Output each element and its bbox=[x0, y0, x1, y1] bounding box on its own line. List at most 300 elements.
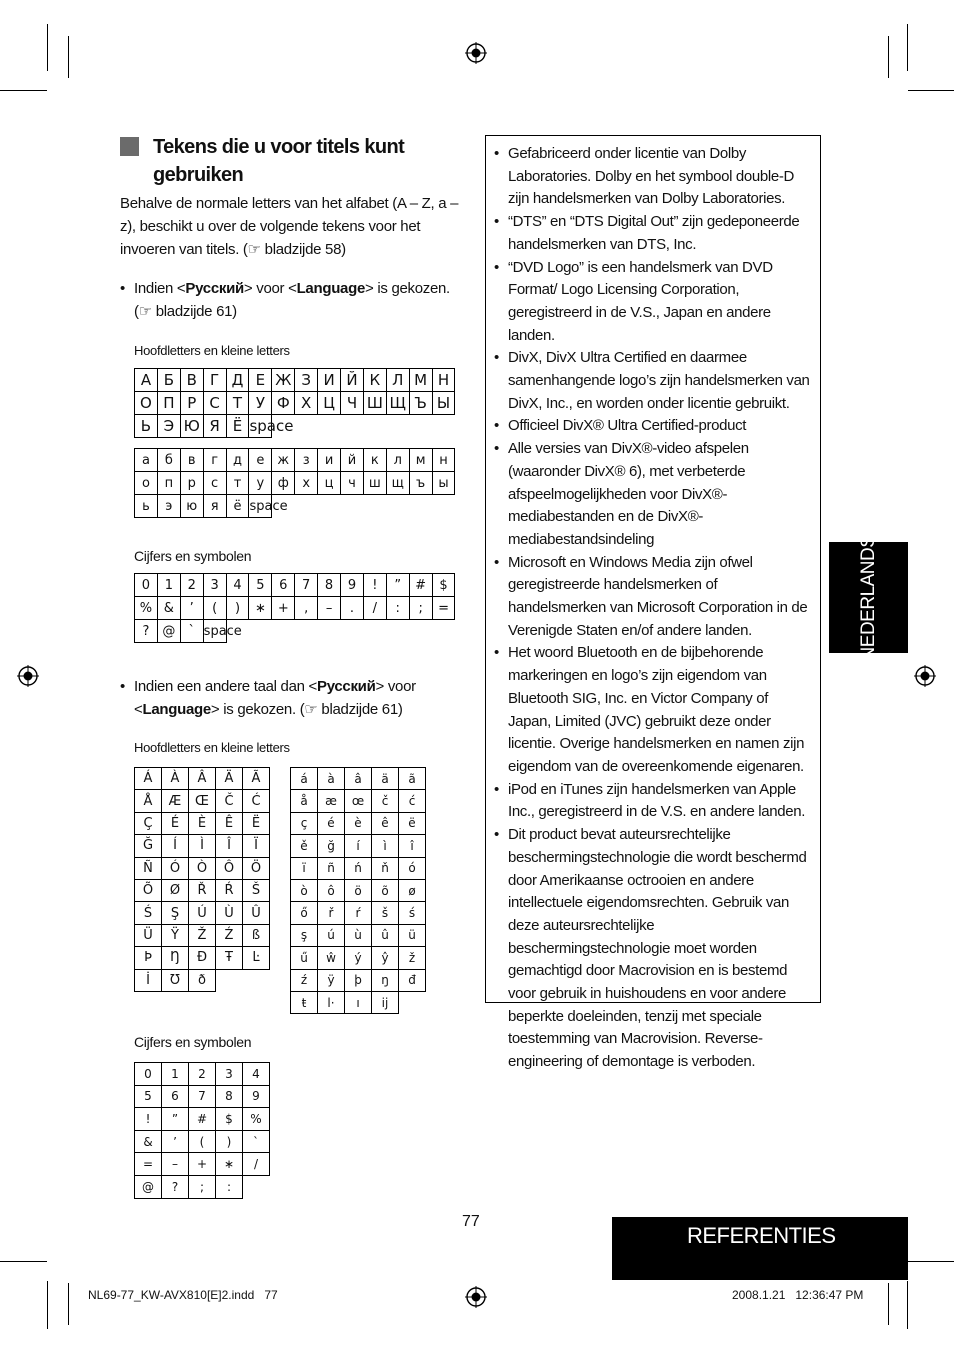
char-row bbox=[135, 790, 270, 812]
notice-item: • “DVD Logo” is een handelsmerk van DVD Format/ Logo Licensing Corporation, geregistreerd in de V.S., Japan en andere landen. bbox=[494, 257, 814, 348]
char-cell: ë bbox=[399, 812, 426, 834]
char-cell: т bbox=[226, 472, 249, 495]
char-cell: ŧ bbox=[291, 991, 318, 1013]
char-cell: 5 bbox=[135, 1085, 162, 1108]
char-cell: + bbox=[272, 597, 295, 620]
char-cell: Ś bbox=[135, 902, 162, 924]
char-cell: я bbox=[203, 495, 226, 518]
crop-mark bbox=[888, 36, 889, 78]
char-row bbox=[135, 1108, 270, 1131]
char-cell: / bbox=[363, 597, 386, 620]
caption-latin-letters: Hoofdletters en kleine letters bbox=[134, 740, 290, 755]
char-cell: À bbox=[162, 768, 189, 790]
char-cell: ŋ bbox=[372, 969, 399, 991]
char-cell: % bbox=[135, 597, 158, 620]
char-cell: Э bbox=[157, 415, 180, 438]
char-cell: ê bbox=[372, 812, 399, 834]
char-cell: Е bbox=[249, 369, 272, 392]
char-cell: Ć bbox=[243, 790, 270, 812]
char-cell: 1 bbox=[157, 574, 180, 597]
russian-symbols-table bbox=[134, 573, 455, 643]
char-cell: ô bbox=[318, 879, 345, 901]
empty-cell bbox=[295, 620, 318, 643]
char-cell: î bbox=[399, 835, 426, 857]
char-cell: в bbox=[180, 449, 203, 472]
char-cell: ь bbox=[135, 495, 158, 518]
char-cell: ш bbox=[363, 472, 386, 495]
notice-item: • DivX, DivX Ultra Certified en daarmee samenhangende logo’s zijn handelsmerken van DivX, Inc., en worden onder licentie gebruikt. bbox=[494, 347, 814, 415]
language-label: NEDERLANDS bbox=[857, 535, 879, 660]
page-number: 77 bbox=[462, 1213, 480, 1230]
char-cell: Х bbox=[295, 392, 318, 415]
char-cell: х bbox=[295, 472, 318, 495]
char-cell: ; bbox=[189, 1175, 216, 1198]
char-cell: и bbox=[318, 449, 341, 472]
crop-mark bbox=[68, 36, 69, 78]
char-cell: % bbox=[243, 1108, 270, 1131]
char-cell: Ô bbox=[216, 857, 243, 879]
space-cell: space bbox=[203, 620, 226, 643]
registration-mark-icon bbox=[914, 665, 936, 687]
char-row bbox=[135, 969, 270, 991]
char-cell: ∗ bbox=[249, 597, 272, 620]
char-cell: û bbox=[372, 924, 399, 946]
char-cell: Ю bbox=[180, 415, 203, 438]
empty-cell bbox=[318, 415, 341, 438]
char-row bbox=[135, 449, 455, 472]
char-cell: Й bbox=[341, 369, 364, 392]
char-cell: 6 bbox=[162, 1085, 189, 1108]
char-cell: : bbox=[216, 1175, 243, 1198]
char-cell: È bbox=[189, 812, 216, 834]
char-cell: 9 bbox=[243, 1085, 270, 1108]
char-row bbox=[135, 495, 455, 518]
char-cell: Ì bbox=[189, 835, 216, 857]
char-cell: ) bbox=[226, 597, 249, 620]
char-cell: Ы bbox=[432, 392, 455, 415]
char-cell: Ж bbox=[272, 369, 295, 392]
char-cell: ю bbox=[180, 495, 203, 518]
empty-cell bbox=[295, 495, 318, 518]
crop-mark bbox=[908, 90, 954, 91]
char-cell: # bbox=[189, 1108, 216, 1131]
char-cell: Á bbox=[135, 768, 162, 790]
char-cell: ś bbox=[399, 902, 426, 924]
char-cell: а bbox=[135, 449, 158, 472]
char-cell: ø bbox=[399, 879, 426, 901]
char-cell: ò bbox=[291, 879, 318, 901]
char-cell: é bbox=[318, 812, 345, 834]
char-cell: ğ bbox=[318, 835, 345, 857]
char-cell: Š bbox=[243, 879, 270, 901]
char-cell: 3 bbox=[216, 1063, 243, 1086]
char-cell: Ü bbox=[135, 924, 162, 946]
char-cell: Н bbox=[432, 369, 455, 392]
char-cell: ё bbox=[226, 495, 249, 518]
char-cell: ý bbox=[345, 947, 372, 969]
crop-mark bbox=[47, 1281, 48, 1329]
char-cell: В bbox=[180, 369, 203, 392]
char-cell: д bbox=[226, 449, 249, 472]
bullet-dot: • bbox=[120, 678, 125, 695]
char-cell: ` bbox=[243, 1130, 270, 1153]
char-cell: + bbox=[189, 1153, 216, 1176]
char-cell: à bbox=[318, 768, 345, 790]
char-cell: з bbox=[295, 449, 318, 472]
char-cell: Р bbox=[180, 392, 203, 415]
char-cell: к bbox=[363, 449, 386, 472]
char-cell: Т bbox=[226, 392, 249, 415]
empty-cell bbox=[295, 415, 318, 438]
char-cell: Ê bbox=[216, 812, 243, 834]
char-row bbox=[135, 472, 455, 495]
caption-latin-digits: Cijfers en symbolen bbox=[134, 1034, 252, 1050]
empty-cell bbox=[409, 495, 432, 518]
char-cell: ( bbox=[203, 597, 226, 620]
char-row bbox=[291, 790, 426, 812]
char-row bbox=[291, 969, 426, 991]
empty-cell bbox=[249, 620, 272, 643]
empty-cell bbox=[216, 969, 243, 991]
char-cell: ä bbox=[372, 768, 399, 790]
char-cell: Ŧ bbox=[216, 947, 243, 969]
char-cell: Ã bbox=[243, 768, 270, 790]
crop-mark bbox=[0, 1261, 47, 1262]
char-cell: ű bbox=[291, 947, 318, 969]
latin-lowercase-table bbox=[290, 767, 426, 1014]
char-cell: 8 bbox=[216, 1085, 243, 1108]
char-cell: ð bbox=[189, 969, 216, 991]
latin-uppercase-table bbox=[134, 767, 270, 992]
char-cell: # bbox=[409, 574, 432, 597]
section-label: REFERENTIES bbox=[687, 1223, 836, 1248]
char-cell: ñ bbox=[318, 857, 345, 879]
notice-item: • iPod en iTunes zijn handelsmerken van Apple Inc., geregistreerd in de V.S. en andere landen. bbox=[494, 779, 814, 824]
char-cell: 4 bbox=[226, 574, 249, 597]
char-cell: Ъ bbox=[409, 392, 432, 415]
char-cell: , bbox=[295, 597, 318, 620]
char-cell: – bbox=[162, 1153, 189, 1176]
char-cell: Ñ bbox=[135, 857, 162, 879]
char-cell: Ï bbox=[243, 835, 270, 857]
char-row bbox=[135, 902, 270, 924]
empty-cell bbox=[318, 495, 341, 518]
char-cell: э bbox=[157, 495, 180, 518]
char-cell: А bbox=[135, 369, 158, 392]
char-cell: м bbox=[409, 449, 432, 472]
char-cell: ŕ bbox=[345, 902, 372, 924]
caption-russian-digits: Cijfers en symbolen bbox=[134, 548, 252, 564]
char-row bbox=[135, 924, 270, 946]
char-cell: О bbox=[135, 392, 158, 415]
char-cell: / bbox=[243, 1153, 270, 1176]
char-cell: ń bbox=[345, 857, 372, 879]
char-cell: š bbox=[372, 902, 399, 924]
char-cell: ` bbox=[180, 620, 203, 643]
char-cell: 4 bbox=[243, 1063, 270, 1086]
char-cell: $ bbox=[432, 574, 455, 597]
char-cell: с bbox=[203, 472, 226, 495]
char-cell: 3 bbox=[203, 574, 226, 597]
char-cell: æ bbox=[318, 790, 345, 812]
char-cell: ň bbox=[372, 857, 399, 879]
char-row bbox=[135, 1153, 270, 1176]
char-cell: đ bbox=[399, 969, 426, 991]
char-cell: 2 bbox=[180, 574, 203, 597]
notice-item: • Officieel DivX® Ultra Certified-product bbox=[494, 415, 814, 438]
registration-mark-icon bbox=[465, 1286, 487, 1308]
russian-lowercase-table bbox=[134, 448, 455, 518]
char-row bbox=[135, 835, 270, 857]
char-cell: ı bbox=[345, 991, 372, 1013]
char-cell: ч bbox=[341, 472, 364, 495]
char-cell: è bbox=[345, 812, 372, 834]
empty-cell bbox=[386, 415, 409, 438]
char-cell: 8 bbox=[318, 574, 341, 597]
char-cell: : bbox=[386, 597, 409, 620]
char-row bbox=[135, 1130, 270, 1153]
char-cell: ù bbox=[345, 924, 372, 946]
footer-timestamp: 2008.1.21 12:36:47 PM bbox=[732, 1288, 864, 1302]
char-cell: ж bbox=[272, 449, 295, 472]
char-cell: ! bbox=[363, 574, 386, 597]
char-cell: Ь bbox=[135, 415, 158, 438]
char-cell: Ö bbox=[243, 857, 270, 879]
empty-cell bbox=[363, 415, 386, 438]
char-cell: ö bbox=[345, 879, 372, 901]
char-cell: œ bbox=[345, 790, 372, 812]
char-cell: б bbox=[157, 449, 180, 472]
crop-mark bbox=[0, 90, 47, 91]
russian-bullet-text: Indien <Русский> voor <Language> is gekozen. (☞ bladzijde 61) bbox=[134, 280, 450, 320]
empty-cell bbox=[386, 620, 409, 643]
char-cell: п bbox=[157, 472, 180, 495]
char-cell: Ʊ bbox=[162, 969, 189, 991]
char-cell: ï bbox=[291, 857, 318, 879]
char-cell: ć bbox=[399, 790, 426, 812]
char-cell: 0 bbox=[135, 1063, 162, 1086]
char-cell: Ÿ bbox=[162, 924, 189, 946]
char-cell: ő bbox=[291, 902, 318, 924]
empty-cell bbox=[318, 620, 341, 643]
char-cell: Ù bbox=[216, 902, 243, 924]
char-cell: @ bbox=[135, 1175, 162, 1198]
char-cell: Ë bbox=[243, 812, 270, 834]
char-cell: – bbox=[318, 597, 341, 620]
char-cell: = bbox=[135, 1153, 162, 1176]
char-cell: 0 bbox=[135, 574, 158, 597]
empty-cell bbox=[432, 415, 455, 438]
char-cell: Ó bbox=[162, 857, 189, 879]
empty-cell bbox=[386, 495, 409, 518]
char-cell: ř bbox=[318, 902, 345, 924]
char-cell: Г bbox=[203, 369, 226, 392]
char-cell: ß bbox=[243, 924, 270, 946]
char-row bbox=[291, 812, 426, 834]
char-row bbox=[135, 879, 270, 901]
char-cell: Ç bbox=[135, 812, 162, 834]
char-cell: ó bbox=[399, 857, 426, 879]
char-cell: $ bbox=[216, 1108, 243, 1131]
char-cell: Ш bbox=[363, 392, 386, 415]
char-cell: Û bbox=[243, 902, 270, 924]
char-cell: ∗ bbox=[216, 1153, 243, 1176]
char-cell: ” bbox=[386, 574, 409, 597]
char-cell: Æ bbox=[162, 790, 189, 812]
char-cell: К bbox=[363, 369, 386, 392]
trademark-notice-list bbox=[486, 136, 820, 1074]
char-cell: ì bbox=[372, 835, 399, 857]
char-cell: ÿ bbox=[318, 969, 345, 991]
char-row bbox=[135, 947, 270, 969]
page-title: Tekens die u voor titels kunt gebruiken bbox=[153, 136, 405, 186]
registration-mark-icon bbox=[17, 665, 39, 687]
char-row bbox=[135, 1063, 270, 1086]
char-cell: ž bbox=[399, 947, 426, 969]
char-cell: å bbox=[291, 790, 318, 812]
empty-cell bbox=[341, 415, 364, 438]
char-cell: ” bbox=[162, 1108, 189, 1131]
char-cell: Д bbox=[226, 369, 249, 392]
char-cell: Щ bbox=[386, 392, 409, 415]
char-cell: Â bbox=[189, 768, 216, 790]
char-cell: É bbox=[162, 812, 189, 834]
char-cell: 6 bbox=[272, 574, 295, 597]
char-row bbox=[135, 369, 455, 392]
empty-cell bbox=[272, 620, 295, 643]
notice-item: • Gefabriceerd onder licentie van Dolby Laboratories. Dolby en het symbool double-D zijn handelsmerken van Dolby Laboratories. bbox=[494, 143, 814, 211]
space-cell: space bbox=[249, 415, 272, 438]
char-cell: ç bbox=[291, 812, 318, 834]
char-cell: Å bbox=[135, 790, 162, 812]
char-cell: о bbox=[135, 472, 158, 495]
char-cell: Î bbox=[216, 835, 243, 857]
char-cell: Л bbox=[386, 369, 409, 392]
char-cell: Í bbox=[162, 835, 189, 857]
char-cell: М bbox=[409, 369, 432, 392]
char-cell: ы bbox=[432, 472, 455, 495]
char-cell: Б bbox=[157, 369, 180, 392]
char-row bbox=[135, 768, 270, 790]
russian-uppercase-table bbox=[134, 368, 455, 438]
crop-mark bbox=[908, 1261, 954, 1262]
char-cell: П bbox=[157, 392, 180, 415]
char-cell: Ú bbox=[189, 902, 216, 924]
char-cell: ě bbox=[291, 835, 318, 857]
char-cell: Ž bbox=[189, 924, 216, 946]
intro-paragraph: Behalve de normale letters van het alfabet (A – Z, a – z), beschikt u over de volgende tekens voor het invoeren van titels. (☞ bladzijde 58) bbox=[120, 195, 459, 258]
char-cell: Œ bbox=[189, 790, 216, 812]
char-cell: ź bbox=[291, 969, 318, 991]
char-cell: Ø bbox=[162, 879, 189, 901]
empty-cell bbox=[363, 620, 386, 643]
char-row bbox=[135, 812, 270, 834]
bullet-dot: • bbox=[120, 280, 125, 297]
char-cell: ; bbox=[409, 597, 432, 620]
char-cell: ) bbox=[216, 1130, 243, 1153]
char-cell: 5 bbox=[249, 574, 272, 597]
char-cell: õ bbox=[372, 879, 399, 901]
char-cell: Ŋ bbox=[162, 947, 189, 969]
notice-item: • Alle versies van DivX®-video afspelen (waaronder DivX® 6), met verbeterde afspeelmogelijkheden voor DivX®-mediabestanden en de DivX®-mediabestandsindeling bbox=[494, 438, 814, 552]
char-cell: 2 bbox=[189, 1063, 216, 1086]
char-cell: ъ bbox=[409, 472, 432, 495]
char-cell: Ц bbox=[318, 392, 341, 415]
char-cell: č bbox=[372, 790, 399, 812]
notice-item: • Microsoft en Windows Media zijn ofwel geregistreerde handelsmerken of handelsmerken van Microsoft Corporation in de Verenigde Staten en/of andere landen. bbox=[494, 552, 814, 643]
char-row bbox=[135, 1175, 270, 1198]
char-cell: = bbox=[432, 597, 455, 620]
char-row bbox=[291, 991, 426, 1013]
char-cell: г bbox=[203, 449, 226, 472]
space-cell: space bbox=[249, 495, 272, 518]
char-cell: @ bbox=[157, 620, 180, 643]
char-row bbox=[135, 415, 455, 438]
char-cell: ş bbox=[291, 924, 318, 946]
char-row bbox=[135, 392, 455, 415]
char-cell: 9 bbox=[341, 574, 364, 597]
char-row bbox=[291, 902, 426, 924]
char-cell: Ä bbox=[216, 768, 243, 790]
crop-mark bbox=[68, 1283, 69, 1325]
char-cell: У bbox=[249, 392, 272, 415]
registration-mark-icon bbox=[465, 42, 487, 64]
empty-cell bbox=[432, 495, 455, 518]
char-row bbox=[291, 947, 426, 969]
char-cell: ú bbox=[318, 924, 345, 946]
char-cell: ŷ bbox=[372, 947, 399, 969]
char-cell: ! bbox=[135, 1108, 162, 1131]
char-row bbox=[291, 857, 426, 879]
char-cell: ф bbox=[272, 472, 295, 495]
char-cell: ц bbox=[318, 472, 341, 495]
latin-symbols-table bbox=[134, 1062, 270, 1199]
char-cell: â bbox=[345, 768, 372, 790]
char-cell: щ bbox=[386, 472, 409, 495]
char-cell: Я bbox=[203, 415, 226, 438]
char-cell: Ф bbox=[272, 392, 295, 415]
char-row bbox=[135, 574, 455, 597]
char-row bbox=[291, 879, 426, 901]
empty-cell bbox=[409, 415, 432, 438]
char-cell: & bbox=[135, 1130, 162, 1153]
char-row bbox=[291, 835, 426, 857]
language-side-tab bbox=[829, 535, 908, 660]
char-cell: ? bbox=[162, 1175, 189, 1198]
char-cell: С bbox=[203, 392, 226, 415]
crop-mark bbox=[907, 24, 908, 71]
char-cell: ã bbox=[399, 768, 426, 790]
notice-item: • Dit product bevat auteursrechtelijke beschermingstechnologie die wordt beschermd door Amerikaanse octrooien en andere intellectuele eigendomsrechten. Gebruik van deze auteursrechtelijke beschermingstechnologie moet worden gemachtigd door Macrovision en is bestemd voor gebruik in huishoudens en voor andere beperkte doeleinden, tenzij met speciale toestemming van Macrovision. Reverse-engineering of demontage is verboden. bbox=[494, 824, 814, 1074]
char-cell: ? bbox=[135, 620, 158, 643]
char-cell: й bbox=[341, 449, 364, 472]
char-cell: 7 bbox=[295, 574, 318, 597]
char-row bbox=[291, 924, 426, 946]
char-cell: Đ bbox=[189, 947, 216, 969]
empty-cell bbox=[409, 620, 432, 643]
char-cell: ( bbox=[189, 1130, 216, 1153]
empty-cell bbox=[243, 1175, 270, 1198]
notice-item: • Het woord Bluetooth en de bijbehorende markeringen en logo’s zijn eigendom van Bluetooth SIG, Inc. en Victor Company of Japan, Limited (JVC) gebruikt deze onder licentie. Overige handelsmerken en namen zijn eigendom van de overeenkomende eigenaren. bbox=[494, 642, 814, 778]
empty-cell bbox=[243, 969, 270, 991]
char-row bbox=[135, 620, 455, 643]
char-cell: Þ bbox=[135, 947, 162, 969]
char-cell: l· bbox=[318, 991, 345, 1013]
char-cell: Ч bbox=[341, 392, 364, 415]
char-cell: З bbox=[295, 369, 318, 392]
char-cell: İ bbox=[135, 969, 162, 991]
char-row bbox=[291, 768, 426, 790]
